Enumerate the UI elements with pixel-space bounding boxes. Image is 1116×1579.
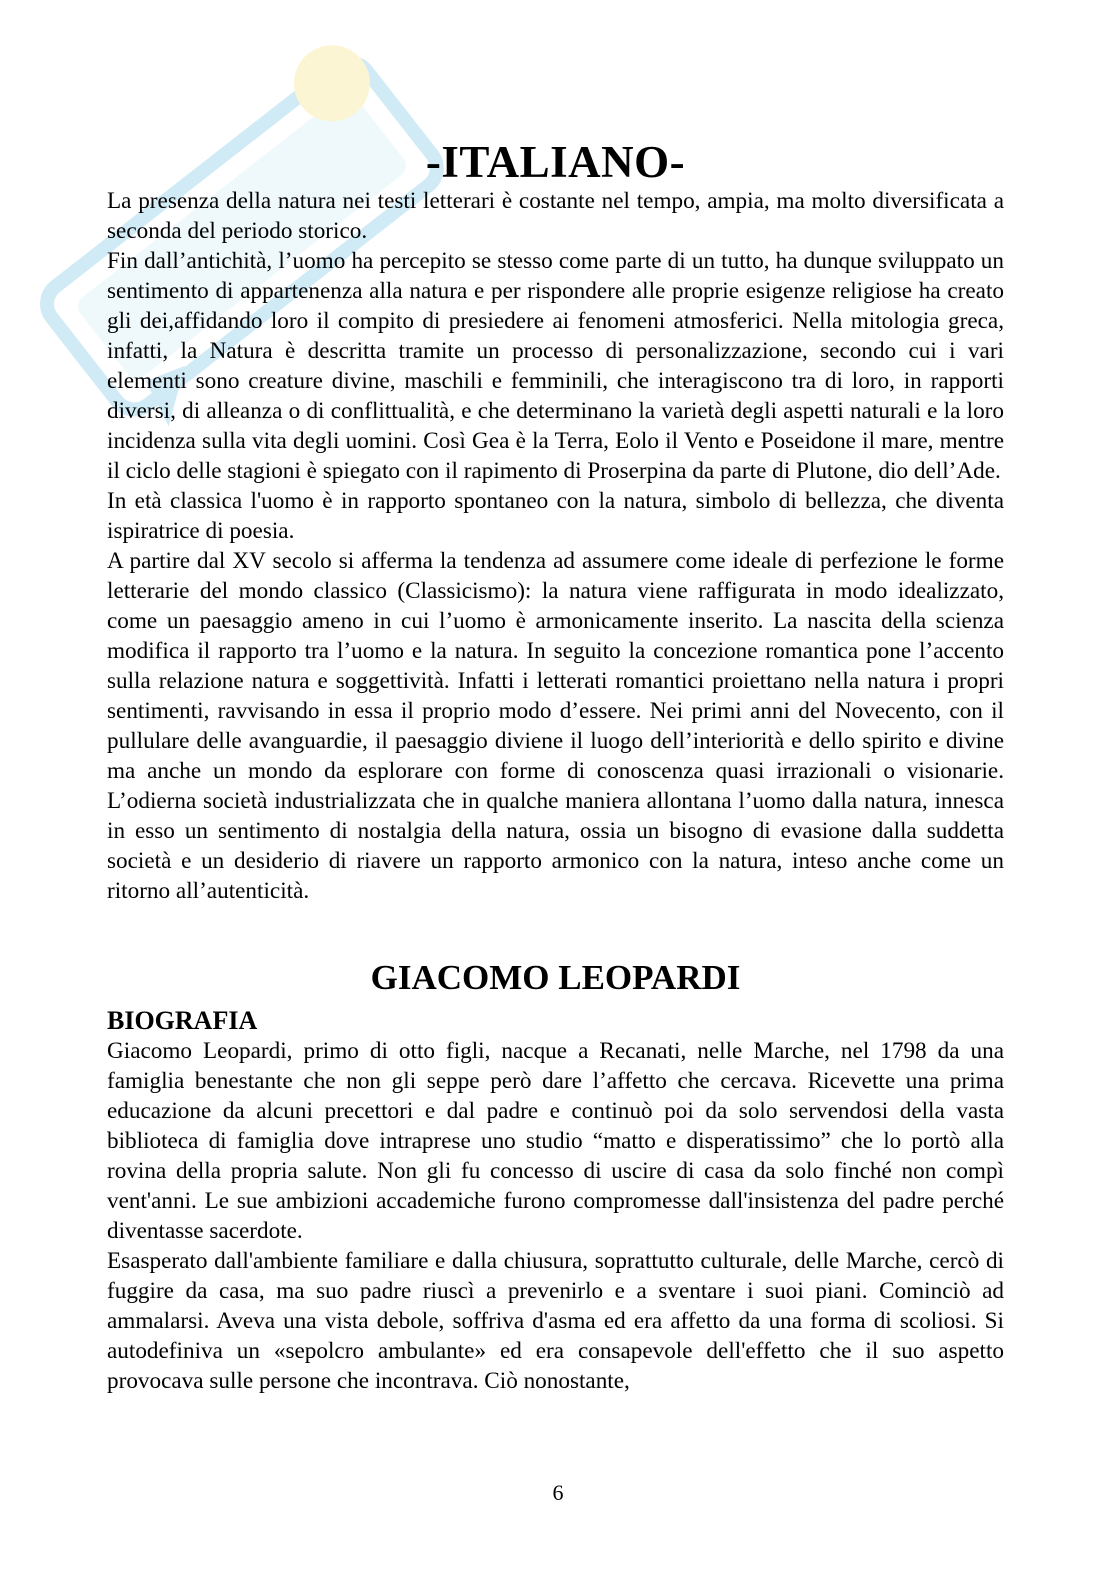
document-title: -ITALIANO-: [425, 137, 686, 187]
document-page: [107, 137, 1039, 1396]
intro-paragraph: La presenza della natura nei testi letterari è costante nel tempo, ampia, ma molto diversificata a seconda del periodo storico.: [107, 188, 1004, 244]
intro-paragraph: Fin dall’antichità, l’uomo ha percepito se stesso come parte di un tutto, ha dunque sviluppato un sentimento di appartenenza alla natura e per rispondere alle proprie esigenze religiose ha creato gli dei,affidando loro il compito di presiedere ai fenomeni atmosferici. Nella mitologia greca, infatti, la Natura è descritta tramite un processo di personalizzazione, secondo cui i vari elementi sono creature divine, maschili e femminili, che interagiscono tra di loro, in rapporti diversi, di alleanza o di conflittualità, e che determinano la varietà degli aspetti naturali e la loro incidenza sulla vita degli uomini. Così Gea è la Terra, Eolo il Vento e Poseidone il mare, mentre il ciclo delle stagioni è spiegato con il rapimento di Proserpina da parte di Plutone, dio dell’Ade.: [107, 248, 1004, 484]
intro-paragraph: In età classica l'uomo è in rapporto spontaneo con la natura, simbolo di bellezza, che diventa ispiratrice di poesia.: [107, 488, 1004, 544]
intro-paragraph: A partire dal XV secolo si afferma la tendenza ad assumere come ideale di perfezione le forme letterarie del mondo classico (Classicismo): la natura viene raffigurata in modo idealizzato, come un paesaggio ameno in cui l’uomo è armonicamente inserito. La nascita della scienza modifica il rapporto tra l’uomo e la natura. In seguito la concezione romantica pone l’accento sulla relazione natura e soggettività. Infatti i letterati romantici proiettano nella natura i propri sentimenti, ravvisando in essa il proprio modo d’essere. Nei primi anni del Novecento, con il pullulare delle avanguardie, il paesaggio diviene il luogo dell’interiorità e dello spirito e divine ma anche un mondo da esplorare con forme di conoscenza quasi irrazionali o visionarie. L’odierna società industrializzata che in qualche maniera allontana l’uomo dalla natura, innesca in esso un sentimento di nostalgia della natura, ossia un bisogno di evasione dalla suddetta società e un desiderio di riavere un rapporto armonico con la natura, inteso anche come un ritorno all’autenticità.: [107, 548, 1004, 904]
bio-paragraph: Giacomo Leopardi, primo di otto figli, nacque a Recanati, nelle Marche, nel 1798 da una famiglia benestante che non gli seppe però dare l’affetto che cercava. Ricevette una prima educazione da alcuni precettori e dal padre e continuò poi da solo servendosi della vasta biblioteca di famiglia dove intraprese uno studio “matto e disperatissimo” che lo portò alla rovina della propria salute. Non gli fu concesso di uscire di casa da solo finché non compì vent'anni. Le sue ambizioni accademiche furono compromesse dall'insistenza del padre perché diventasse sacerdote.: [107, 1038, 1039, 1244]
section-title: GIACOMO LEOPARDI: [370, 958, 741, 997]
bio-paragraph: Esasperato dall'ambiente familiare e dalla chiusura, soprattutto culturale, delle Marche, cercò di fuggire da casa, ma suo padre riuscì a prevenirlo e a sventare i suoi piani. Cominciò ad ammalarsi. Aveva una vista debole, soffriva d'asma ed era affetto da una forma di scoliosi. Si autodefiniva un «sepolcro ambulante» ed era consapevole dell'effetto che il suo aspetto provocava sulle persone che incontrava. Ciò nonostante,: [107, 1248, 1004, 1394]
subsection-title: BIOGRAFIA: [107, 1006, 258, 1035]
page-number: 6: [552, 1480, 564, 1505]
